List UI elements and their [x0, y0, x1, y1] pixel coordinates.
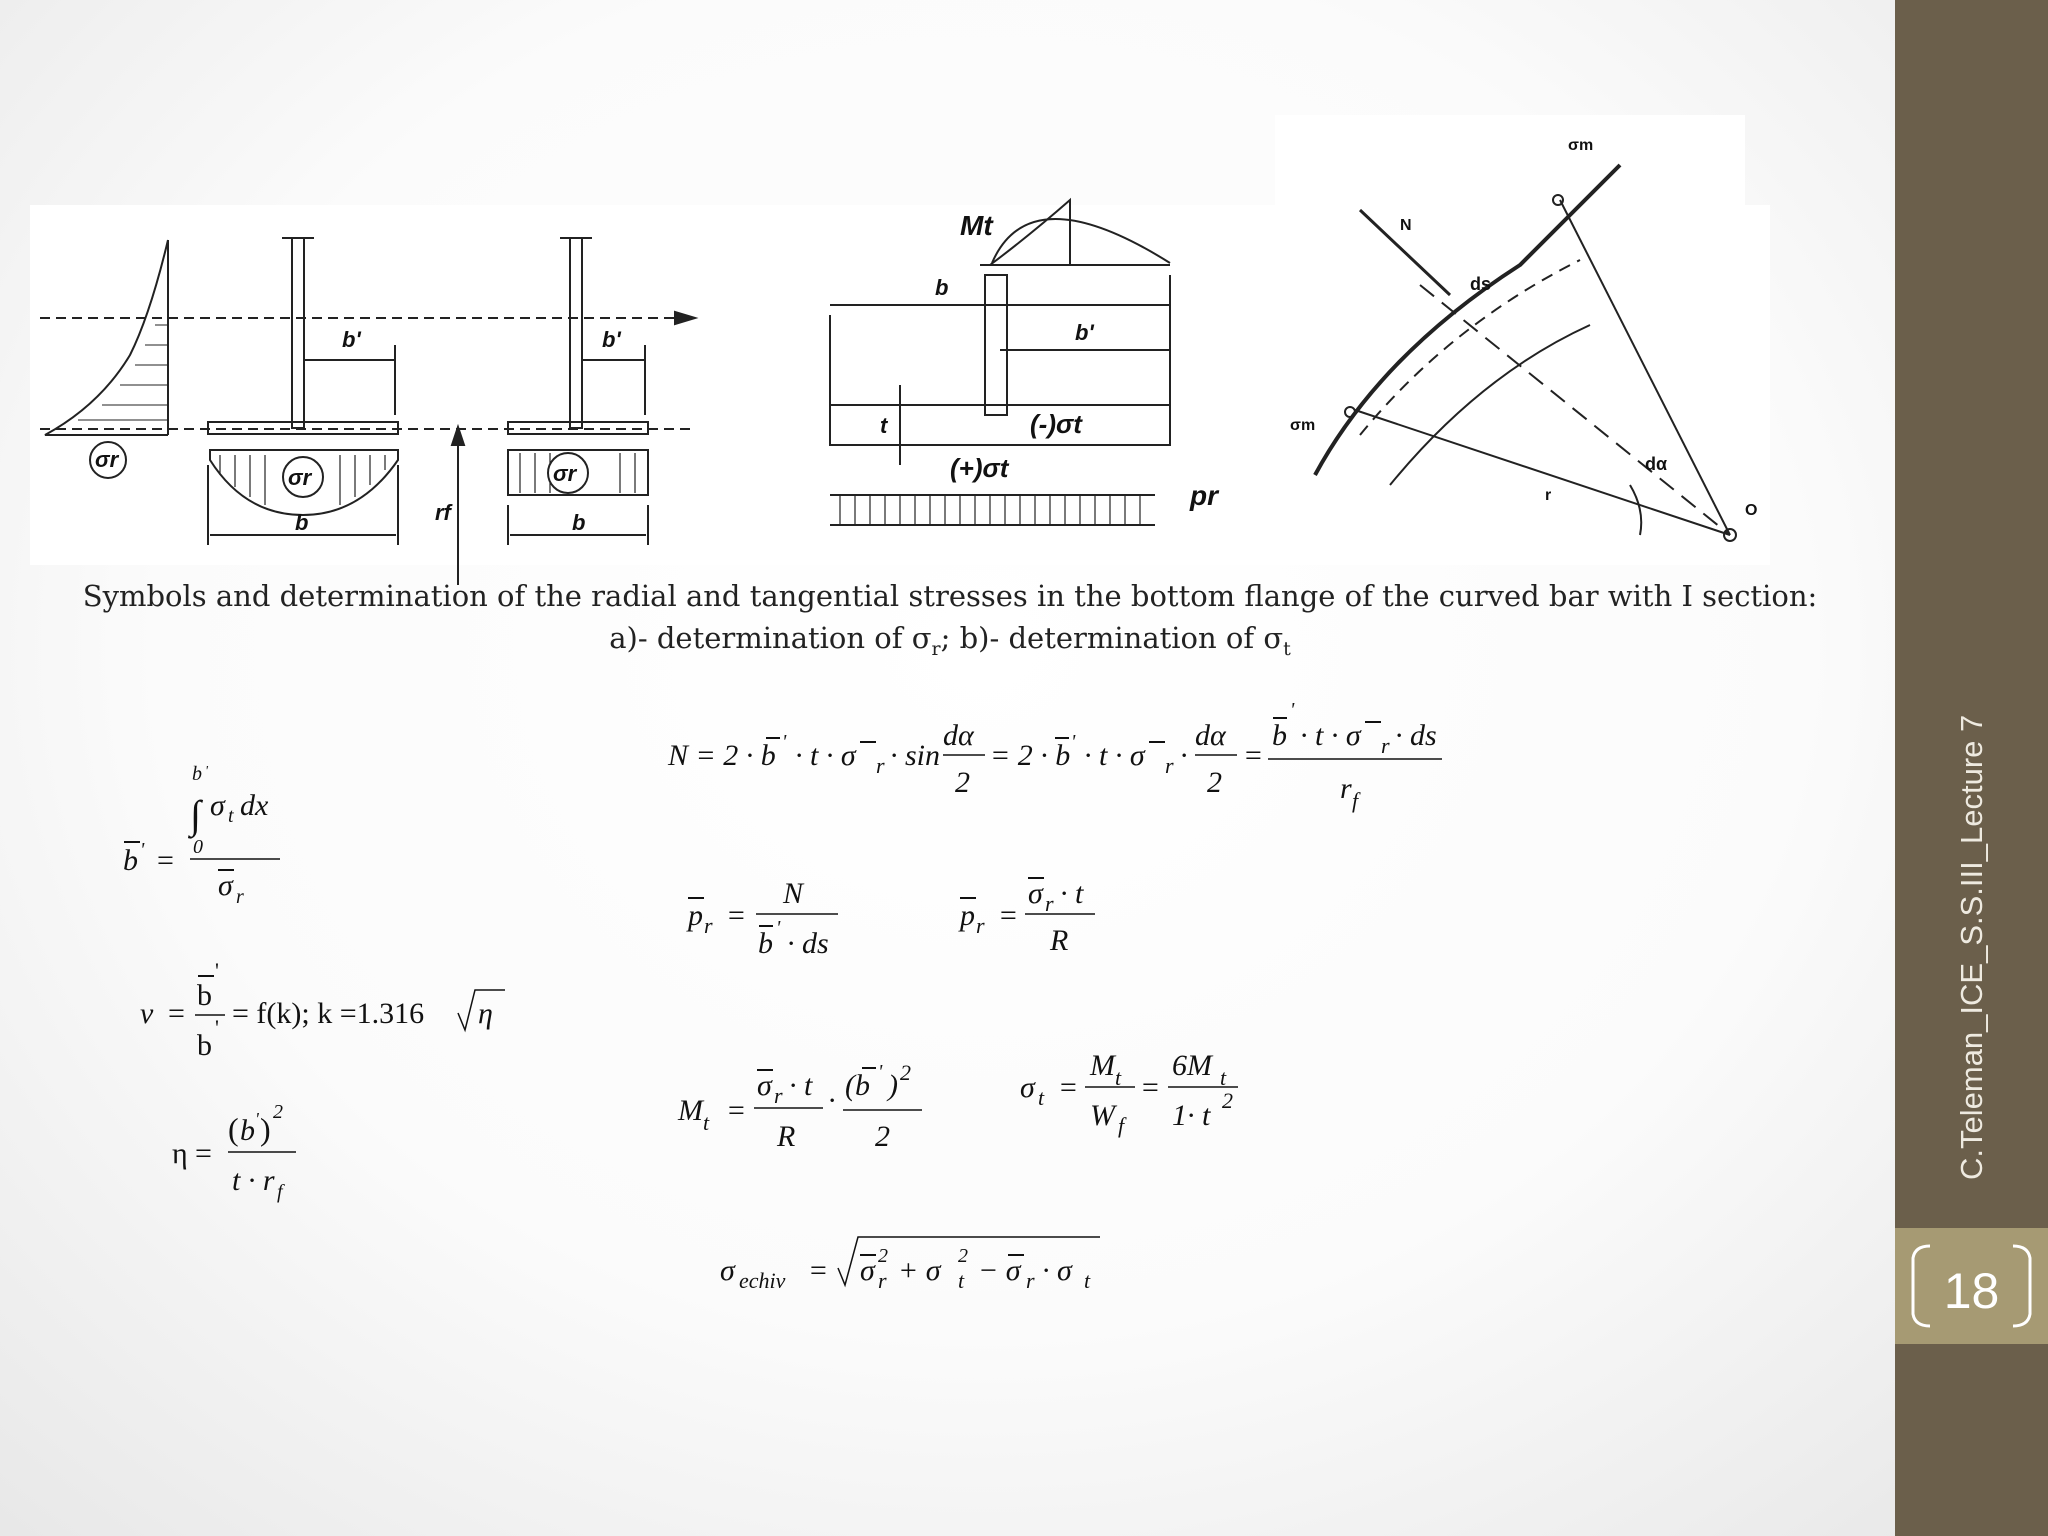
svg-text:ν: ν [140, 997, 154, 1030]
svg-text:2: 2 [900, 1060, 911, 1085]
svg-text:·: · [1180, 739, 1188, 772]
svg-text:r: r [876, 753, 885, 778]
label-neg-sigma-t: (-)σt [1030, 409, 1082, 439]
svg-text:· ds: · ds [1395, 719, 1437, 752]
svg-text:· σ: · σ [1042, 1254, 1072, 1287]
svg-text:σ: σ [218, 869, 233, 902]
label-r: r [1545, 487, 1552, 504]
svg-text:=: = [1243, 739, 1264, 772]
svg-text:=: = [1058, 1071, 1079, 1104]
svg-text:· ds: · ds [787, 927, 829, 960]
svg-text:': ' [205, 764, 208, 779]
svg-text:dα: dα [943, 719, 974, 752]
formula-N [667, 699, 1442, 813]
label-b: b [295, 510, 309, 535]
label-t: t [880, 413, 888, 438]
svg-text:r: r [878, 1268, 887, 1293]
svg-text:σ: σ [210, 789, 225, 822]
svg-text:': ' [140, 839, 145, 861]
svg-text:b: b [197, 979, 212, 1012]
lecture-label: C.Teleman_ICE_S.S.III_Lecture 7 [1954, 714, 1989, 1180]
svg-text:(b: (b [845, 1069, 870, 1102]
svg-text:dα: dα [1195, 719, 1226, 752]
svg-text:M: M [678, 1094, 703, 1127]
svg-text:r: r [774, 1083, 783, 1108]
svg-text:b: b [1272, 719, 1287, 752]
label-N: N [1400, 217, 1412, 234]
svg-text:t · r: t · r [232, 1164, 275, 1197]
svg-text:p: p [688, 899, 703, 932]
svg-text:2: 2 [878, 1245, 888, 1267]
svg-text:σ: σ [1020, 1071, 1035, 1104]
label-b-bar: b [572, 510, 586, 535]
formula-Mt [677, 1060, 922, 1153]
svg-text:= 2 · b: = 2 · b [990, 739, 1071, 772]
svg-text:· sin: · sin [890, 739, 941, 772]
svg-text:=: = [1140, 1071, 1161, 1104]
label-sigma-m-top: σm [1568, 137, 1594, 154]
formula-pr-a [686, 877, 838, 960]
svg-text:r: r [1165, 753, 1174, 778]
svg-text:f: f [1352, 788, 1359, 813]
svg-text:b: b [192, 763, 202, 785]
svg-text:r: r [1381, 733, 1390, 758]
formula-nu [140, 958, 505, 1062]
svg-text:': ' [255, 1109, 259, 1129]
page-number: 18 [1943, 1263, 2000, 1319]
svg-text:· t: · t [789, 1069, 813, 1102]
label-pos-sigma-t: (+)σt [950, 453, 1009, 483]
svg-text:M: M [1090, 1049, 1115, 1082]
svg-text:· t: · t [1060, 877, 1084, 910]
svg-text:0: 0 [193, 836, 203, 858]
label-sigma-r-mid: σr [288, 465, 312, 490]
svg-text:t: t [228, 805, 234, 827]
label-r-f: rf [435, 500, 451, 525]
svg-text:t: t [1115, 1065, 1122, 1090]
svg-text:=: = [726, 1094, 747, 1127]
svg-text:t: t [1084, 1268, 1091, 1293]
svg-text:f: f [1118, 1113, 1125, 1138]
svg-text:': ' [215, 958, 219, 983]
svg-text:): ) [888, 1069, 898, 1102]
svg-text:r: r [1026, 1268, 1035, 1293]
svg-text:t: t [1220, 1065, 1227, 1090]
label-b-bar-prime-2: b' [1075, 320, 1094, 345]
svg-text:σ: σ [860, 1254, 875, 1287]
svg-text:∫: ∫ [190, 792, 201, 837]
label-p-r: pr [1190, 480, 1218, 511]
svg-text:r: r [1045, 891, 1054, 916]
svg-text:− σ: − σ [978, 1254, 1021, 1287]
svg-text:': ' [776, 917, 781, 939]
formula-sigma-echiv [720, 1237, 1100, 1293]
svg-text:b: b [197, 1029, 212, 1062]
label-b-prime: b' [342, 327, 361, 352]
formula-b-bar-prime [123, 763, 280, 908]
svg-text:p: p [960, 899, 975, 932]
svg-text:2: 2 [273, 1101, 283, 1123]
label-sigma-r-left: σr [95, 447, 119, 472]
svg-text:f: f [277, 1181, 283, 1203]
svg-text:=: = [195, 1137, 212, 1170]
svg-text:r: r [236, 886, 244, 908]
svg-text:dx: dx [240, 789, 269, 822]
svg-text:): ) [260, 1111, 271, 1147]
svg-text:2: 2 [958, 1245, 968, 1267]
svg-text:2: 2 [1222, 1088, 1233, 1113]
label-sigma-m-left: σm [1290, 417, 1316, 434]
svg-text:N: N [783, 877, 804, 910]
svg-text:W: W [1090, 1099, 1115, 1132]
svg-text:η: η [172, 1137, 188, 1170]
svg-text:η: η [478, 997, 493, 1030]
caption-line-1: Symbols and determination of the radial and tangential stresses in the bottom flange of the curved bar with I section: [82, 579, 1818, 613]
svg-text:(: ( [228, 1111, 239, 1147]
svg-text:R: R [777, 1120, 796, 1153]
caption-line-2: a)- determination of $\sigma_r$; b)- determination of $\sigma_t$ [609, 621, 1291, 660]
svg-text:=: = [157, 844, 174, 877]
svg-text:t: t [1038, 1085, 1045, 1110]
svg-text:N = 2 · b: N = 2 · b [668, 739, 776, 772]
svg-text:r: r [704, 913, 713, 938]
svg-text:· t · σ: · t · σ [1300, 719, 1361, 752]
svg-text:echiv: echiv [739, 1268, 786, 1293]
formula-pr-b [958, 877, 1095, 957]
svg-text:b: b [758, 927, 773, 960]
label-b-bar-2: b [935, 275, 949, 300]
svg-text:': ' [215, 1015, 219, 1040]
label-d-alpha: dα [1645, 454, 1668, 474]
svg-text:=: = [168, 997, 185, 1030]
formula-sigma-t [1020, 1049, 1238, 1138]
svg-text:· t · σ: · t · σ [795, 739, 856, 772]
svg-text:+ σ: + σ [898, 1254, 941, 1287]
svg-text:': ' [878, 1061, 883, 1083]
label-ds: ds [1470, 274, 1492, 294]
svg-text:= f(k); k =1.316: = f(k); k =1.316 [232, 997, 425, 1030]
svg-text:·: · [828, 1084, 836, 1117]
svg-text:R: R [1050, 924, 1069, 957]
svg-text:2: 2 [875, 1120, 890, 1153]
svg-text:6M: 6M [1172, 1049, 1212, 1082]
label-b-bar-prime: b' [602, 327, 621, 352]
svg-text:1· t: 1· t [1172, 1099, 1211, 1132]
svg-text:r: r [1340, 772, 1352, 805]
label-M-t: Mt [960, 210, 993, 241]
svg-text:b: b [240, 1114, 255, 1147]
svg-text:b: b [123, 844, 138, 877]
formula-eta [172, 1101, 296, 1203]
svg-text:r: r [976, 913, 985, 938]
svg-text:=: = [808, 1254, 829, 1287]
svg-text:=: = [998, 899, 1019, 932]
svg-text:t: t [958, 1268, 965, 1293]
label-sigma-r-right: σr [553, 461, 577, 486]
svg-text:σ: σ [1028, 877, 1043, 910]
svg-text:2: 2 [1207, 766, 1222, 799]
label-O: O [1745, 502, 1758, 519]
svg-text:· t · σ: · t · σ [1084, 739, 1145, 772]
svg-text:t: t [703, 1110, 710, 1135]
svg-text:': ' [782, 731, 787, 753]
svg-text:σ: σ [720, 1254, 735, 1287]
svg-text:σ: σ [757, 1069, 772, 1102]
svg-text:2: 2 [955, 766, 970, 799]
svg-text:=: = [726, 899, 747, 932]
svg-text:': ' [1290, 699, 1295, 721]
svg-text:': ' [1071, 731, 1076, 753]
